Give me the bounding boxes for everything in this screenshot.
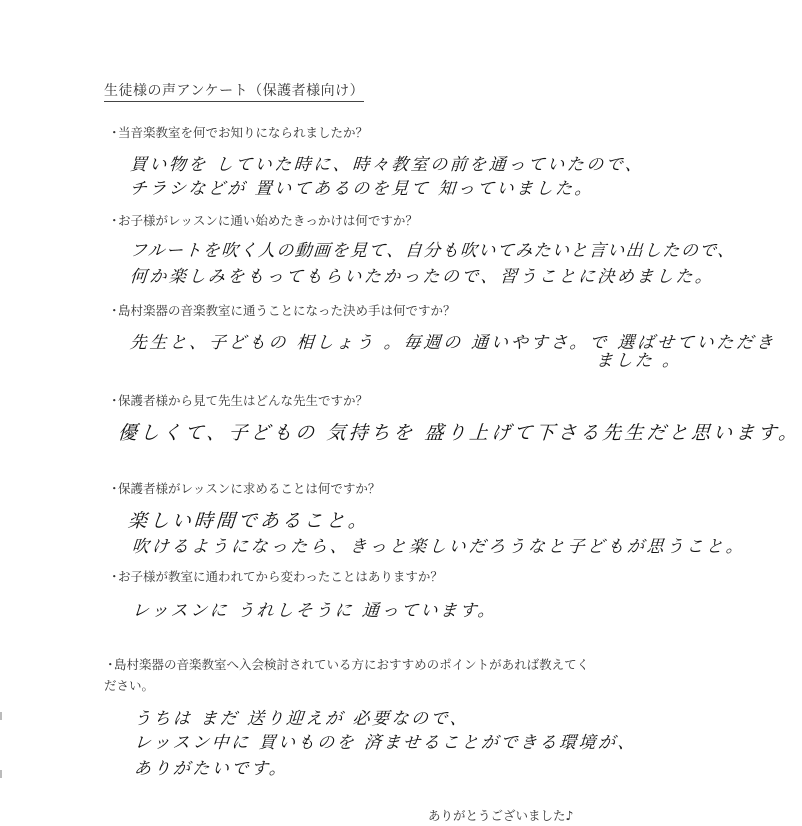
- scan-edge-mark: [0, 770, 2, 778]
- question-5-text: 保護者様がレッスンに求めることは何ですか？: [118, 481, 381, 496]
- answer-2-line-2: 何か楽しみをもってもらいたかったので、習うことに決めました。: [129, 267, 716, 287]
- answer-1-line-2: チラシなどが 置いてあるのを見て 知っていました。: [129, 179, 595, 199]
- question-4-text: 保護者様から見て先生はどんな先生ですか？: [118, 393, 369, 408]
- bullet: ・: [108, 303, 121, 318]
- answer-3-line-2: ました 。: [595, 351, 683, 371]
- question-7-text: 島村楽器の音楽教室へ入会検討されている方におすすめのポイントがあれば教えてく: [114, 657, 590, 672]
- bullet: ・: [108, 481, 121, 496]
- question-7-continued: ださい。: [104, 678, 155, 693]
- question-6-text: お子様が教室に通われてから変わったことはありますか？: [118, 569, 443, 584]
- answer-6-line-1: レッスンに うれしそうに 通っています。: [131, 601, 498, 621]
- bullet: ・: [108, 213, 121, 228]
- question-2-text: お子様がレッスンに通い始めたきっかけは何ですか？: [118, 213, 418, 228]
- answer-4-line-1: 優しくて、子どもの 気持ちを 盛り上げて下さる先生だと思います。: [117, 422, 802, 444]
- answer-7-line-2: レッスン中に 買いものを 済ませることができる環境が、: [133, 733, 638, 753]
- answer-1-line-1: 買い物を していた時に、時々教室の前を通っていたので、: [129, 155, 646, 175]
- question-2: [108, 212, 418, 230]
- survey-title: 生徒様の声アンケート（保護者様向け）: [104, 80, 364, 102]
- question-6: [108, 568, 443, 586]
- bullet: ・: [104, 657, 117, 672]
- question-3: [108, 302, 456, 320]
- question-5: [108, 480, 380, 498]
- answer-5-line-1: 楽しい時間であること。: [127, 510, 371, 532]
- question-7: [104, 656, 589, 674]
- answer-2-line-1: フルートを吹く人の動画を見て、自分も吹いてみたいと言い出したので、: [129, 241, 737, 261]
- bullet: ・: [108, 569, 121, 584]
- question-3-text: 島村楽器の音楽教室に通うことになった決め手は何ですか？: [118, 303, 456, 318]
- question-1-text: 当音楽教室を何でお知りになられましたか？: [118, 125, 369, 140]
- question-1: [108, 124, 368, 142]
- bullet: ・: [108, 393, 121, 408]
- answer-5-line-2: 吹けるようになったら、きっと楽しいだろうなと子どもが思うこと。: [131, 537, 747, 557]
- answer-3-line-1: 先生と、子どもの 相しょう 。毎週の 通いやすさ。で 選ばせていただき: [129, 333, 777, 353]
- answer-7-line-3: ありがたいです。: [133, 759, 290, 779]
- bullet: ・: [108, 125, 121, 140]
- scan-edge-mark: [0, 712, 2, 720]
- answer-7-line-1: うちは まだ 送り迎えが 必要なので、: [133, 709, 470, 729]
- question-4: [108, 392, 368, 410]
- closing-thanks: ありがとうございました♪: [428, 808, 574, 823]
